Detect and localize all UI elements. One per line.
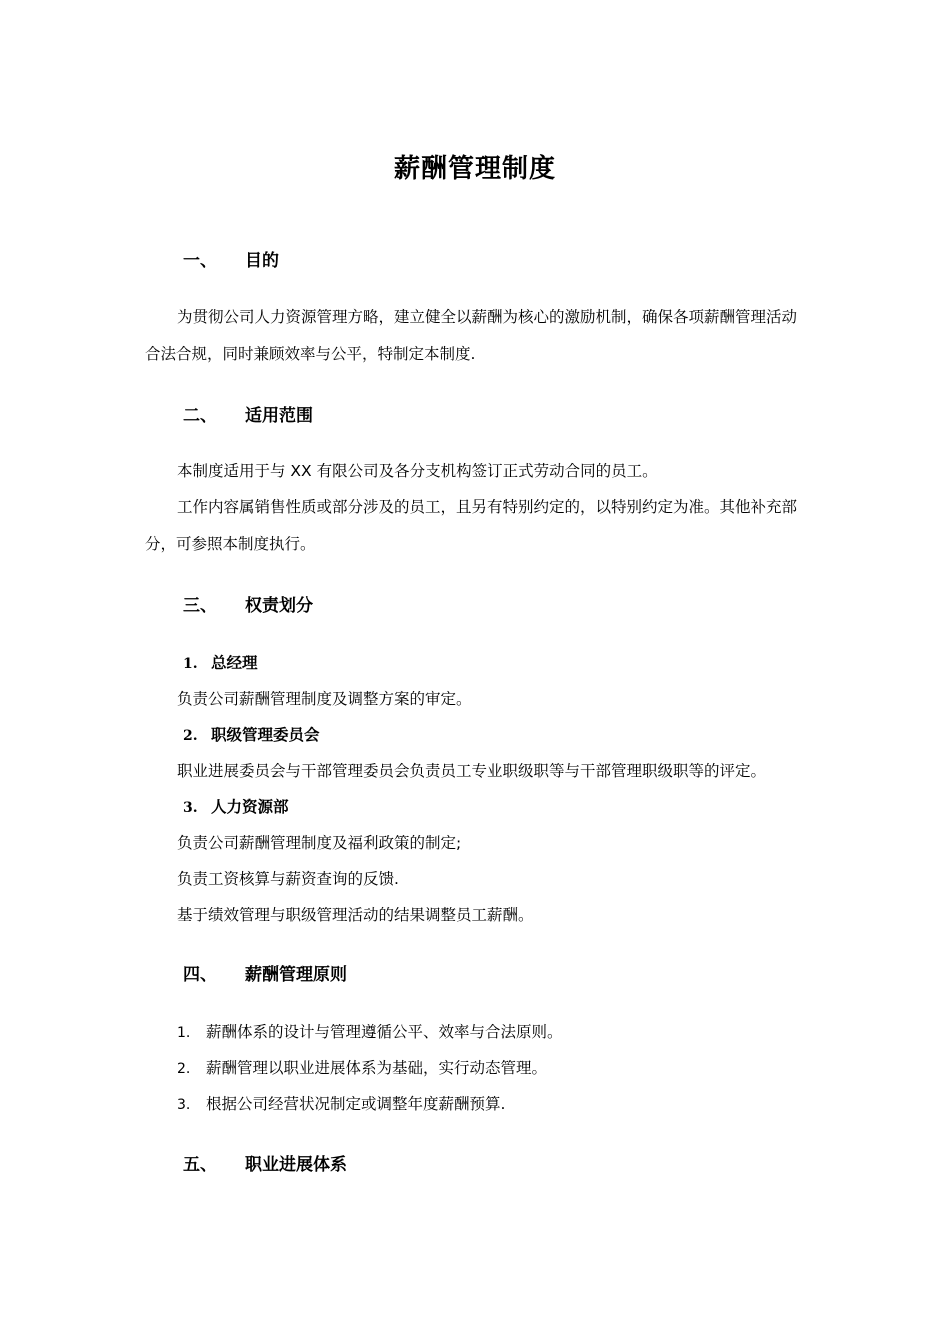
list-number: 2. — [177, 1061, 191, 1077]
hr-duty-3: 基于绩效管理与职级管理活动的结果调整员工薪酬。 — [177, 906, 534, 924]
subheading-hr-department — [183, 795, 289, 817]
subheading-number: 3. — [183, 800, 198, 816]
section-number: 一、 — [183, 251, 217, 271]
list-text: 薪酬体系的设计与管理遵循公平、效率与合法原则。 — [206, 1023, 563, 1041]
section-title: 薪酬管理原则 — [245, 965, 347, 985]
subheading-number: 1. — [183, 656, 198, 672]
principle-item — [177, 1092, 505, 1114]
subheading-number: 2. — [183, 728, 198, 744]
section-heading-responsibilities — [183, 591, 313, 616]
list-number: 3. — [177, 1097, 191, 1113]
section-title: 目的 — [245, 251, 279, 271]
section-heading-scope — [183, 401, 313, 426]
purpose-paragraph: 为贯彻公司人力资源管理方略，建立健全以薪酬为核心的激励机制，确保各项薪酬管理活动合法合规，同时兼顾效率与公平，特制定本制度. — [145, 308, 798, 363]
section-title: 职业进展体系 — [245, 1155, 347, 1175]
list-number: 1. — [177, 1025, 191, 1041]
section-number: 四、 — [183, 965, 217, 985]
hr-duty-2: 负责工资核算与薪资查询的反馈. — [177, 870, 399, 888]
subheading-rank-committee — [183, 723, 320, 745]
list-text: 薪酬管理以职业进展体系为基础，实行动态管理。 — [206, 1059, 548, 1077]
scope-paragraph-2: 工作内容属销售性质或部分涉及的员工，且另有特别约定的，以特别约定为准。其他补充部分，可参照本制度执行。 — [145, 498, 798, 553]
section-title: 权责划分 — [245, 596, 313, 616]
section-title: 适用范围 — [245, 406, 313, 426]
section-number: 三、 — [183, 596, 217, 616]
section-heading-principles — [183, 960, 347, 985]
subheading-general-manager — [183, 651, 258, 673]
list-text: 根据公司经营状况制定或调整年度薪酬预算. — [206, 1095, 506, 1113]
subheading-title: 人力资源部 — [211, 798, 289, 816]
section-number: 二、 — [183, 406, 217, 426]
principle-item — [177, 1056, 547, 1078]
subheading-title: 总经理 — [211, 654, 258, 672]
section-heading-career-system — [183, 1150, 347, 1175]
general-manager-duty: 负责公司薪酬管理制度及调整方案的审定。 — [177, 690, 472, 708]
rank-committee-duty: 职业进展委员会与干部管理委员会负责员工专业职级职等与干部管理职级职等的评定。 — [177, 762, 767, 780]
hr-duty-1: 负责公司薪酬管理制度及福利政策的制定; — [177, 834, 462, 852]
scope-paragraph-1: 本制度适用于与 XX 有限公司及各分支机构签订正式劳动合同的员工。 — [177, 462, 658, 480]
document-title: 薪酬管理制度 — [393, 154, 556, 184]
principle-item — [177, 1020, 563, 1042]
section-number: 五、 — [183, 1155, 217, 1175]
section-heading-purpose — [183, 246, 279, 271]
subheading-title: 职级管理委员会 — [211, 726, 320, 744]
